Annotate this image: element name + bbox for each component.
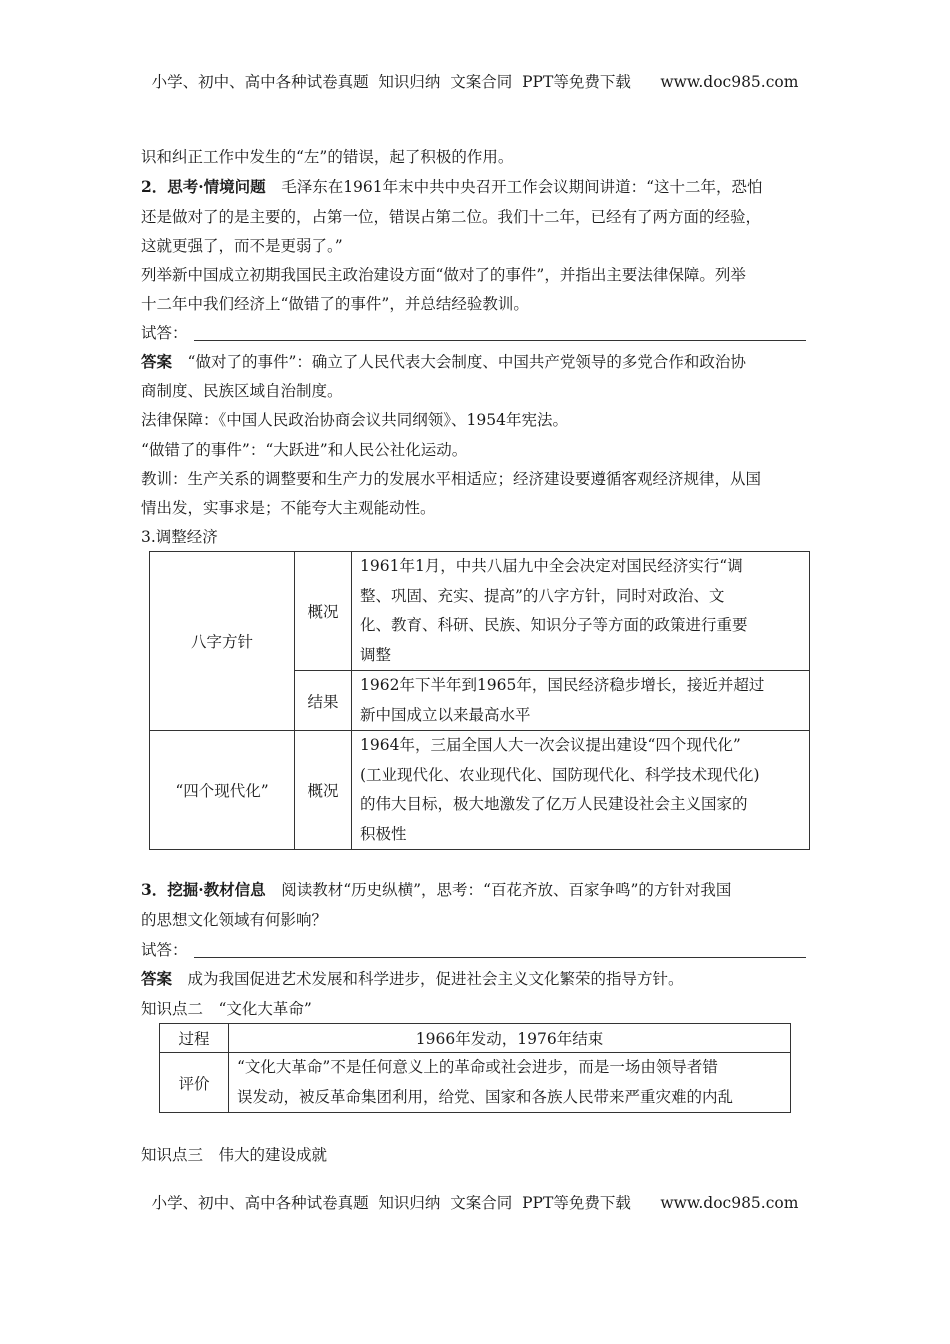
cell-line: 积极性 xyxy=(360,824,407,843)
text-line: 识和纠正工作中发生的“左”的错误，起了积极的作用。 xyxy=(141,148,514,166)
cultural-revolution-table xyxy=(159,1023,791,1113)
answer-text: “做对了的事件”：确立了人民代表大会制度、中国共产党领导的多党合作和政治协 xyxy=(172,353,746,371)
policy-cell: “四个现代化” xyxy=(150,731,295,850)
answer-field-1[interactable] xyxy=(141,321,806,343)
row-content xyxy=(352,552,810,671)
text-line: “做错了的事件”：“大跃进”和人民公社化运动。 xyxy=(141,441,468,459)
text-line: 情出发，实事求是；不能夸大主观能动性。 xyxy=(141,499,436,517)
answer-2 xyxy=(141,967,684,989)
answer-1 xyxy=(141,350,746,372)
cell-line: 1961年1月，中共八届九中全会决定对国民经济实行“调 xyxy=(360,557,743,575)
row-content xyxy=(352,671,810,731)
row-label: 结果 xyxy=(295,671,352,731)
row-label: 概况 xyxy=(295,552,352,671)
answer-label: 答案 xyxy=(141,352,173,371)
question-2-text: 毛泽东在1961年末中共中央召开工作会议期间讲道：“这十二年，恐怕 xyxy=(265,178,763,196)
cell-line: 1964年，三届全国人大一次会议提出建设“四个现代化” xyxy=(360,736,741,754)
question-2 xyxy=(141,175,763,197)
text-line: 法律保障：《中国人民政治协商会议共同纲领》、1954年宪法。 xyxy=(141,411,568,429)
row-content: 1966年发动，1976年结束 xyxy=(229,1024,791,1053)
text-line: 这就更强了，而不是更弱了。” xyxy=(141,237,343,255)
section-heading: 3.调整经济 xyxy=(141,528,218,546)
knowledge-point-3: 知识点三 伟大的建设成就 xyxy=(141,1146,328,1164)
row-content xyxy=(352,731,810,850)
question-3-text: 阅读教材“历史纵横”，思考：“百花齐放、百家争鸣”的方针对我国 xyxy=(265,881,732,899)
question-2-label: 2．思考·情境问题 xyxy=(141,177,266,196)
cell-line: “文化大革命”不是任何意义上的革命或社会进步，而是一场由领导者错 xyxy=(237,1058,718,1076)
answer-blank[interactable] xyxy=(194,956,806,958)
economy-adjustment-table xyxy=(149,551,810,850)
cell-line: (工业现代化、农业现代化、国防现代化、科学技术现代化) xyxy=(360,765,760,784)
row-content xyxy=(229,1053,791,1113)
row-label: 评价 xyxy=(160,1053,229,1113)
page-footer: 小学、初中、高中各种试卷真题 知识归纳 文案合同 PPT等免费下载 www.doc985.com xyxy=(151,1194,799,1212)
text-line: 列举新中国成立初期我国民主政治建设方面“做对了的事件”，并指出主要法律保障。列举 xyxy=(141,266,746,284)
cell-line: 调整 xyxy=(360,645,392,664)
text-line: 商制度、民族区域自治制度。 xyxy=(141,382,343,400)
question-3-label: 3．挖掘·教材信息 xyxy=(141,880,266,899)
cell-line: 整、巩固、充实、提高”的八字方针，同时对政治、文 xyxy=(360,586,725,605)
row-label: 概况 xyxy=(295,731,352,850)
try-label: 试答： xyxy=(141,324,188,342)
cell-line: 误发动，被反革命集团利用，给党、国家和各族人民带来严重灾难的内乱 xyxy=(237,1087,734,1106)
text-line: 还是做对了的是主要的，占第一位，错误占第二位。我们十二年，已经有了两方面的经验， xyxy=(141,208,762,226)
question-3 xyxy=(141,878,731,900)
knowledge-point-2: 知识点二 “文化大革命” xyxy=(141,1000,312,1018)
answer-label: 答案 xyxy=(141,969,173,988)
try-label: 试答： xyxy=(141,941,188,959)
cell-line: 1962年下半年到1965年，国民经济稳步增长，接近并超过 xyxy=(360,676,765,694)
answer-text: 成为我国促进艺术发展和科学进步，促进社会主义文化繁荣的指导方针。 xyxy=(172,970,684,988)
text-line: 的思想文化领域有何影响？ xyxy=(141,911,328,929)
answer-field-2[interactable] xyxy=(141,938,806,960)
answer-blank[interactable] xyxy=(194,339,806,341)
row-label: 过程 xyxy=(160,1024,229,1053)
policy-cell: 八字方针 xyxy=(150,552,295,731)
cell-line: 新中国成立以来最高水平 xyxy=(360,705,531,724)
page-header: 小学、初中、高中各种试卷真题 知识归纳 文案合同 PPT等免费下载 www.doc985.com xyxy=(151,73,799,91)
text-line: 教训：生产关系的调整要和生产力的发展水平相适应；经济建设要遵循客观经济规律，从国 xyxy=(141,470,762,488)
text-line: 十二年中我们经济上“做错了的事件”，并总结经验教训。 xyxy=(141,295,529,313)
cell-line: 的伟大目标，极大地激发了亿万人民建设社会主义国家的 xyxy=(360,795,748,813)
cell-line: 化、教育、科研、民族、知识分子等方面的政策进行重要 xyxy=(360,616,748,634)
